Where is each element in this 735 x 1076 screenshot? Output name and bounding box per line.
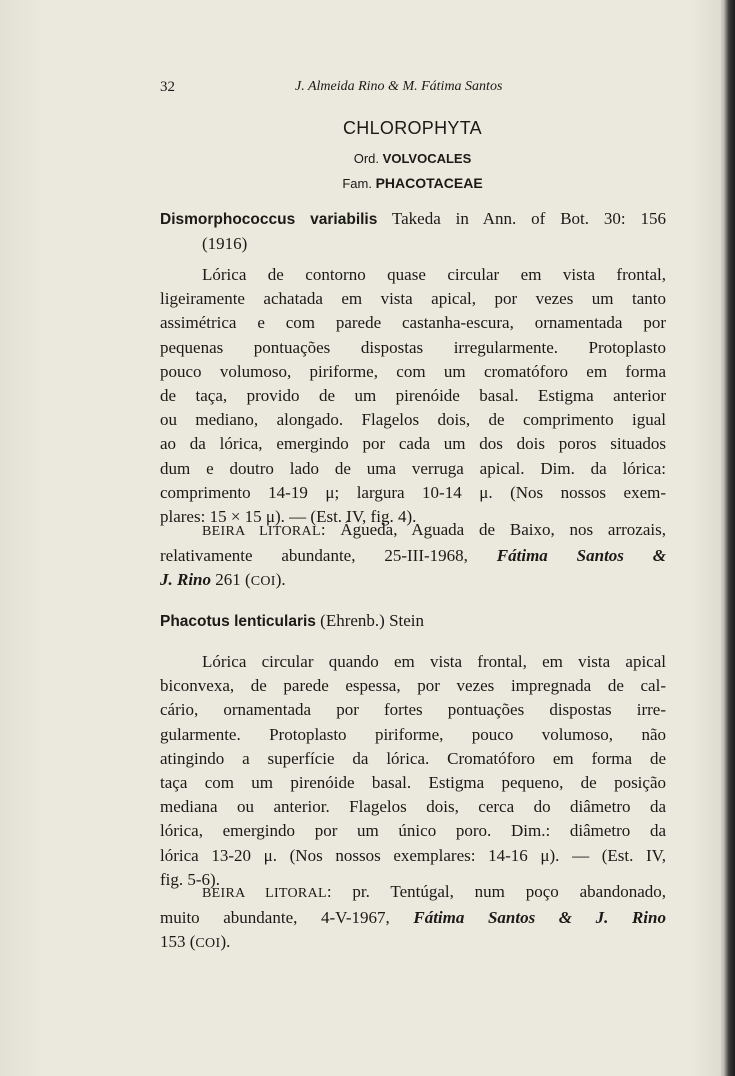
family-rank: Fam.	[342, 176, 372, 191]
locality-label: BEIRA LITORAL	[202, 886, 327, 901]
description-line: pouco volumoso, piriforme, com um cromatóforo em forma	[160, 361, 666, 381]
description-line: biconvexa, de parede espessa, por vezes impregnada de cal-	[160, 676, 666, 696]
species-1-citation: Takeda in Ann. of Bot. 30: 156	[377, 209, 666, 228]
species-2-heading	[160, 609, 666, 634]
description-line: ao da lórica, emergindo por cada um dos dois poros situados	[160, 434, 666, 454]
collector-names: Fátima Santos &	[496, 546, 666, 566]
herbarium-code: COI	[250, 574, 276, 590]
description-line: plares: 15 × 15 μ). — (Est. IV, fig. 4).	[160, 507, 417, 527]
species-1-record: BEIRA LITORAL: Águeda, Aguada de Baixo, nos arrozais, relativamente abundante, 25-III-1968, Fátima Santos & J. Rino 261 (COI).	[160, 520, 666, 590]
description-line: taça com um pirenóide basal. Estigma pequeno, de posição	[160, 773, 666, 793]
description-line: fig. 5-6).	[160, 869, 220, 889]
order-heading	[160, 151, 665, 166]
species-2-name: Phacotus lenticularis	[160, 613, 316, 630]
description-line: mediana ou anterior. Flagelos dois, cerca do diâmetro da	[160, 797, 666, 817]
herbarium-code: COI	[195, 936, 221, 952]
running-head-authors: J. Almeida Rino & M. Fátima Santos	[295, 79, 503, 94]
description-line: comprimento 14-19 μ; largura 10-14 μ. (Nos nossos exem-	[160, 482, 666, 502]
description-line: lórica, emergindo por um único poro. Dim.: diâmetro da	[160, 821, 666, 841]
description-line: Lórica de contorno quase circular em vista frontal,	[202, 265, 666, 284]
order-name: VOLVOCALES	[382, 151, 472, 166]
description-line: pequenas pontuações dispostas irregularmente. Protoplasto	[160, 337, 666, 357]
collector-names: Fátima Santos & J. Rino	[413, 908, 666, 928]
family-heading	[160, 175, 665, 191]
description-line: ou mediano, alongado. Flagelos dois, de comprimento igual	[160, 410, 666, 430]
description-line: cário, ornamentada por fortes pontuações dispostas irre-	[160, 700, 666, 720]
species-2-record: BEIRA LITORAL: pr. Tentúgal, num poço abandonado, muito abundante, 4-V-1967, Fátima Santos & J. Rino 153 (COI).	[160, 882, 666, 952]
description-line: Lórica circular quando em vista frontal, em vista apical	[202, 652, 666, 671]
description-line: ligeiramente achatada em vista apical, por vezes um tanto	[160, 289, 666, 309]
description-line: dum e doutro lado de uma verruga apical. Dim. da lórica:	[160, 458, 666, 478]
order-rank: Ord.	[353, 151, 380, 166]
phylum-heading: CHLOROPHYTA	[343, 118, 482, 138]
description-line: de taça, provido de um pirenóide basal. Estigma anterior	[160, 386, 666, 406]
description-line: gularmente. Protoplasto piriforme, pouco volumoso, não	[160, 724, 666, 744]
species-2-description	[160, 650, 666, 892]
description-line: lórica 13-20 μ. (Nos nossos exemplares: 14-16 μ). — (Est. IV,	[160, 845, 666, 865]
page-number: 32	[160, 79, 175, 95]
species-1-name: Dismorphococcus variabilis	[160, 211, 378, 228]
locality-label: BEIRA LITORAL	[202, 524, 321, 539]
collector-names: J. Rino	[160, 570, 212, 590]
page-edge-shadow	[723, 0, 735, 1076]
description-line: atingindo a superfície da lórica. Cromatóforo em forma de	[160, 748, 666, 768]
running-header	[160, 79, 660, 101]
species-1-citation-year: (1916)	[202, 234, 248, 254]
description-line: assimétrica e com parede castanha-escura, ornamentada por	[160, 313, 666, 333]
species-1-description	[160, 263, 666, 529]
family-name: PHACOTACEAE	[375, 175, 483, 191]
species-2-authority: (Ehrenb.) Stein	[315, 611, 425, 630]
species-1-heading	[160, 207, 666, 256]
